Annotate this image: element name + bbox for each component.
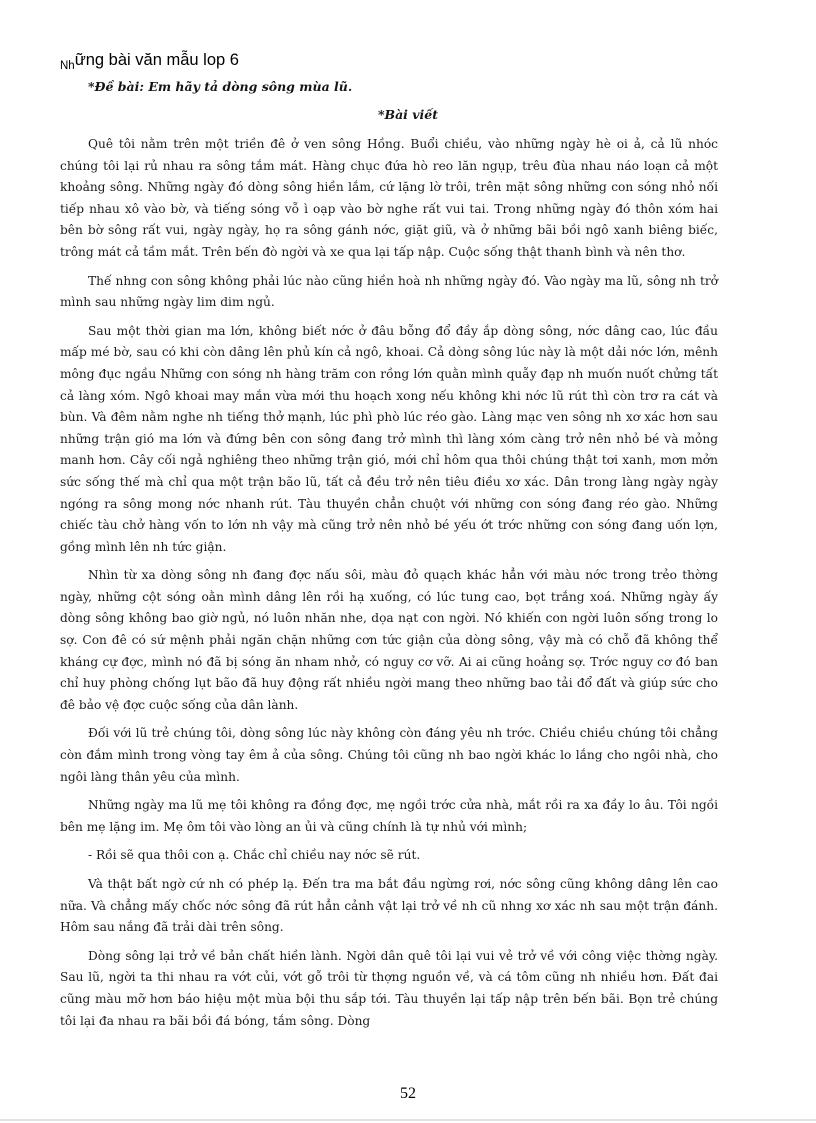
- site-title-text: ững bài văn mẫu lop 6: [74, 51, 239, 69]
- assignment-prompt: *Đề bài: Em hãy tả dòng sông mùa lũ.: [88, 79, 353, 94]
- paragraph: - Rồi sẽ qua thôi con ạ. Chắc chỉ chiều nay nớc sẽ rút.: [88, 848, 421, 863]
- paragraph: Nhìn từ xa dòng sông nh đang đợc nấu sôi, màu đỏ quạch khác hẳn với màu nớc trong trẻo thờng ngày, những cột sóng oằn mình dâng lên rồi hạ xuống, có lúc tung cao, bọt trắng xoá. Những ngày ấy dòng sông không bao giờ ngủ, nó luôn nhăn nhe, dọa nạt con ngời. Nó khiến con ngời luôn sống trong lo sợ. Con đê có sứ mệnh phải ngăn chặn những cơn tức giận của dòng sông, vậy mà có chỗ đã không thể kháng cự đợc, mình nó đã bị sóng ăn nham nhở, có nguy cơ vỡ. Ai ai cũng hoảng sợ. Trớc nguy cơ đó ban chỉ huy phòng chống lụt bão đã huy động rất nhiều ngời mang theo những bao tải đổ đất và giúp sức cho đê bảo vệ đợc cuộc sống của dân lành.: [60, 568, 718, 712]
- paragraph: Thế nhng con sông không phải lúc nào cũng hiền hoà nh những ngày đó. Vào ngày ma lũ, sông nh trở mình sau những ngày lim dim ngủ.: [60, 273, 718, 310]
- bottom-divider: [0, 1119, 816, 1121]
- paragraph: Dòng sông lại trở về bản chất hiền lành. Ngời dân quê tôi lại vui vẻ trở về với công việc thờng ngày. Sau lũ, ngời ta thi nhau ra vớt củi, vớt gỗ trôi từ thợng nguồn về, và cá tôm cũng nh nhiều hơn. Đất đai cũng màu mỡ hơn báo hiệu một mùa bội thu sắp tới. Tàu thuyền lại tấp nập trên bến bãi. Bọn trẻ chúng tôi lại đa nhau ra bãi bồi đá bóng, tắm sông. Dòng: [60, 948, 718, 1028]
- paragraph: Đối với lũ trẻ chúng tôi, dòng sông lúc này không còn đáng yêu nh trớc. Chiều chiều chúng tôi chẳng còn đắm mình trong vòng tay êm ả của sông. Chúng tôi cũng nh bao ngời khác lo lắng cho ngôi nhà, cho ngôi làng thân yêu của mình.: [60, 726, 718, 784]
- paragraph: Sau một thời gian ma lớn, không biết nớc ở đâu bỗng đổ đầy ắp dòng sông, nớc dâng cao, lúc đầu mấp mé bờ, sau có khi còn dâng lên phủ kín cả ngô, khoai. Cả dòng sông lúc này là một dải nớc lớn, mênh mông đục ngầu Những con sóng nh hàng trăm con rồng lớn quằn mình quẫy đạp nh muốn nuốt chửng tất cả làng xóm. Ngô khoai may mắn vừa mới thu hoạch xong nếu không khi nớc lũ rút thì còn trơ ra cát và bùn. Và đêm nằm nghe nh tiếng thở mạnh, lúc phì phò lúc réo gào. Làng mạc ven sông nh xơ xác hơn sau những trận gió ma lớn và đứng bên con sông đang trở mình thì làng xóm càng trở nên nhỏ bé và mỏng manh hơn. Cây cối ngả nghiêng theo những trận gió, mới chỉ hôm qua thôi chúng thật tơi xanh, mơn mởn sức sống thế mà chỉ qua một trận bão lũ, tất cả đều trở nên tiêu điều xơ xác. Dân trong làng ngày ngày ngóng ra sông mong nớc nhanh rút. Tàu thuyền chẳn chuột với những con sóng đang réo gào. Những chiếc tàu chở hàng vốn to lớn nh vậy mà cũng trở nên nhỏ bé yếu ớt trớc những con sóng đang uốn lợn, gồng mình lên nh tức giận.: [60, 323, 718, 554]
- site-title: [60, 51, 239, 70]
- section-heading: *Bài viết: [377, 107, 439, 122]
- paragraph: Quê tôi nằm trên một triền đê ở ven sông Hồng. Buổi chiều, vào những ngày hè oi ả, cả lũ nhóc chúng tôi lại rủ nhau ra sông tắm mát. Hàng chục đứa hò reo lăn ngụp, trêu đùa nhau náo loạn cả một khoảng sông. Những ngày đó dòng sông hiền lắm, cứ lặng lờ trôi, trên mặt sông những con sóng nhỏ nối tiếp nhau xô vào bờ, và tiếng sóng vỗ ì oạp vào bờ nghe rất vui tai. Trong những ngày đó thôn xóm hai bên bờ sông rất vui, ngày ngày, họ ra sông gánh nớc, giặt giũ, và ở những bãi bồi ngô xanh biêng biếc, trông mát cả tầm mắt. Trên bến đò ngời và xe qua lại tấp nập. Cuộc sống thật thanh bình và nên thơ.: [60, 137, 718, 259]
- site-title-prefix: Nh: [60, 60, 75, 72]
- essay-body: [60, 134, 718, 1039]
- paragraph: Và thật bất ngờ cứ nh có phép lạ. Đến tra ma bắt đầu ngừng rơi, nớc sông cũng không dâng lên cao nữa. Và chẳng mấy chốc nớc sông đã rút hẳn cảnh vật lại trở về nh cũ nhng xơ xác nh sau một trận đánh. Hôm sau nắng đã trải dài trên sông.: [60, 877, 718, 935]
- page-number: 52: [400, 1085, 416, 1102]
- paragraph: Những ngày ma lũ mẹ tôi không ra đồng đợc, mẹ ngồi trớc cửa nhà, mắt rồi ra xa đầy lo âu. Tôi ngồi bên mẹ lặng im. Mẹ ôm tôi vào lòng an ủi và cũng chính là tự nhủ với mình;: [60, 798, 718, 834]
